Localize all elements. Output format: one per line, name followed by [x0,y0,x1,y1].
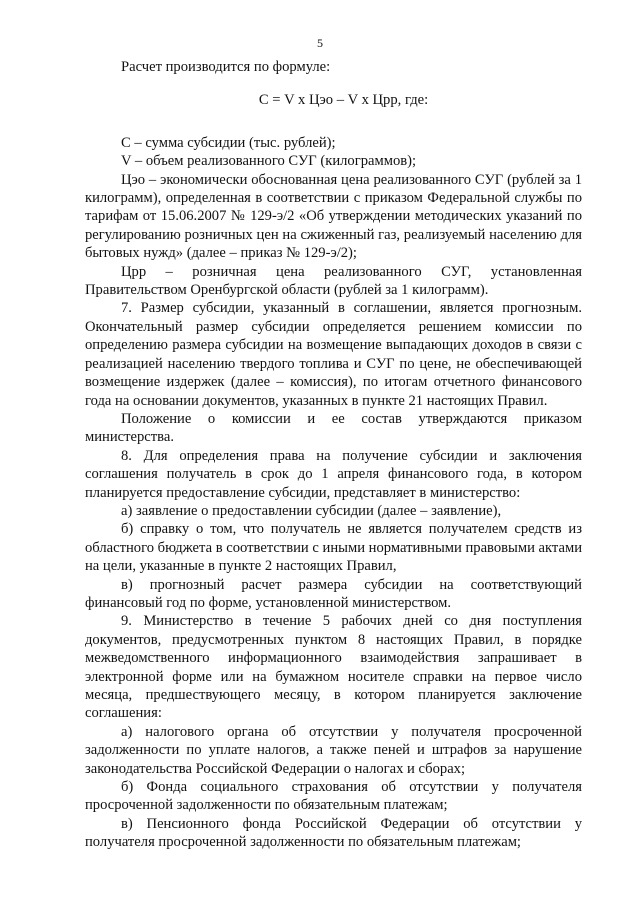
section-7: 7. Размер субсидии, указанный в соглашении, является прогнозным. Окончательный размер субсидии определяется решением комиссии по определению размера субсидии на возмещение выпадающих доходов в связи с реализацией населению твердого топлива и СУГ по цене, не обеспечивающей возмещение издержек (далее – комиссия), по итогам отчетного финансового года на основании документов, указанных в пункте 21 настоящих Правил. [85,300,582,409]
section-8-a: а) заявление о предоставлении субсидии (далее – заявление), [121,502,502,519]
section-8-c: в) прогнозный расчет размера субсидии на соответствующий финансовый год по форме, установленной министерством. [85,576,582,611]
section-9: 9. Министерство в течение 5 рабочих дней со дня поступления документов, предусмотренных пунктом 8 настоящих Правил, в порядке межведомственного информационного взаимодействия запрашивает в электронной форме или на бумажном носителе справки на первое число месяца, предшествующего месяцу, в котором планируется заключение соглашения: [85,613,582,722]
section-9-a: а) налогового органа об отсутствии у получателя просроченной задолженности по уплате налогов, а также пеней и штрафов за нарушение законодательства Российской Федерации о налогах и сборах; [85,723,582,777]
page-number: 5 [317,36,323,50]
definition-c: С – сумма субсидии (тыс. рублей); [121,134,336,151]
definition-ceo: Цэо – экономически обоснованная цена реализованного СУГ (рублей за 1 килограмм), определенная в соответствии с приказом Федеральной службы по тарифам от 15.06.2007 № 129-э/2 «Об утверждении методических указаний по регулированию розничных цен на сжиженный газ, реализуемый населению для бытовых нужд» (далее – приказ № 129-э/2); [85,171,582,262]
definition-crr: Црр – розничная цена реализованного СУГ, установленная Правительством Оренбургской области (рублей за 1 килограмм). [85,263,582,299]
section-9-c: в) Пенсионного фонда Российской Федерации об отсутствии у получателя просроченной задолженности по обязательным платежам; [85,815,582,851]
definition-v: V – объем реализованного СУГ (килограммов); [121,153,417,170]
section-8-b: б) справку о том, что получатель не является получателем средств из областного бюджета в соответствии с иными нормативными правовыми актами на цели, указанные в пункте 2 настоящих Правил, [85,521,582,575]
formula: С = V x Цэо – V x Црр, где: [258,92,429,109]
section-8: 8. Для определения права на получение субсидии и заключения соглашения получатель в срок до 1 апреля финансового года, в котором планируется предоставление субсидии, представляет в министерство: [85,447,582,501]
formula-intro: Расчет производится по формуле: [121,59,331,75]
section-9-b: б) Фонда социального страхования об отсутствии у получателя просроченной задолженности по обязательным платежам; [85,779,582,814]
document-body [85,58,582,852]
section-7-commission: Положение о комиссии и ее состав утверждаются приказом министерства. [85,410,582,446]
